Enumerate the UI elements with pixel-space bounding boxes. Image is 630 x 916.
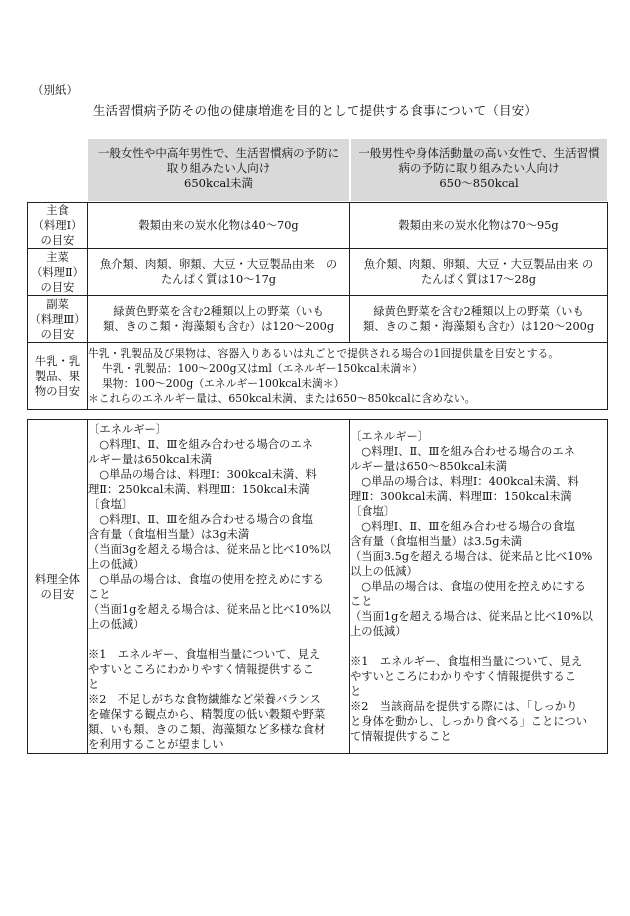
table-row-staple — [28, 203, 608, 249]
row-label-line: の目安 — [40, 234, 75, 247]
row-label-line: 主食 — [46, 204, 69, 217]
cell-line: （当面1gを超える場合は、従来品と比べ10%以 — [88, 602, 331, 616]
cell-line: 〔エネルギー〕 — [350, 430, 430, 443]
milk-fruit-cell — [88, 343, 608, 410]
whole-meal-cell-under-650 — [88, 420, 350, 754]
table-spacer — [28, 410, 608, 420]
cell-line: ※1 エネルギー、食塩相当量について、見え — [350, 655, 583, 668]
table-row-milk-fruit — [28, 343, 608, 410]
cell-line: ※2 当該商品を提供する際には、「しっかり — [350, 700, 578, 713]
page-title: 生活習慣病予防その他の健康増進を目的として提供する食事について（目安） — [92, 103, 538, 118]
header-col-under-650 — [88, 139, 349, 201]
cell-line: ○料理Ⅰ、Ⅱ、Ⅲを組み合わせる場合の食塩 — [350, 520, 575, 533]
cell-line: 類、きのこ類・海藻類も含む）は120～200g — [362, 320, 595, 333]
cell-line: ○料理Ⅰ、Ⅱ、Ⅲを組み合わせる場合のエネ — [88, 437, 313, 451]
cell-line: ＊これらのエネルギー量は、650kcal未満、または650～850kcalに含めない。 — [88, 392, 476, 405]
main-cell-650-850 — [350, 249, 608, 296]
staple-cell-under-650 — [88, 203, 350, 249]
cell-line: 〔食塩〕 — [88, 497, 134, 511]
cell-line: 〔エネルギー〕 — [88, 422, 168, 436]
cell-line: 類、きのこ類・海藻類も含む）は120～200g — [102, 320, 335, 333]
cell-line: ○単品の場合は、食塩の使用を控えめにする — [88, 572, 324, 586]
header-line: 一般男性や身体活動量の高い女性で、生活習慣 — [358, 146, 600, 160]
row-label-line: 主菜 — [46, 250, 69, 264]
cell-line: ○単品の場合は、料理Ⅰ：300kcal未満、料 — [88, 467, 317, 481]
cell-line: やすいところにわかりやすく情報提供するこ — [350, 670, 576, 683]
cell-line: 理Ⅱ：250kcal未満、料理Ⅲ：150kcal未満 — [88, 482, 310, 496]
cell-line: 以上の低減） — [350, 565, 418, 578]
row-label-whole-meal — [28, 420, 88, 754]
cell-line: 果物：100～200g（エネルギー100kcal未満＊） — [102, 377, 345, 390]
cell-line: と — [88, 677, 100, 691]
header-line: 650kcal未満 — [184, 176, 253, 190]
cell-line: たんぱく質は10～17g — [160, 273, 277, 286]
row-label-staple — [28, 203, 88, 249]
cell-line: 〔食塩〕 — [350, 505, 396, 518]
row-label-line: 物の目安 — [34, 384, 81, 398]
table-row-main — [28, 249, 608, 296]
cell-line: 穀類由来の炭水化物は40～70g — [138, 219, 299, 232]
row-label-line: の目安 — [40, 587, 75, 601]
spacer-cell — [28, 410, 608, 420]
row-label-side — [28, 296, 88, 343]
row-label-line: 料理全体 — [34, 572, 81, 586]
cell-line: 緑黄色野菜を含む2種類以上の野菜（いも — [113, 305, 324, 318]
cell-line: ○単品の場合は、料理Ⅰ：400kcal未満、料 — [350, 475, 579, 488]
cell-line: （当面1gを超える場合は、従来品と比べ10%以 — [350, 610, 593, 623]
row-label-main — [28, 249, 88, 296]
cell-line: 上の低減） — [350, 625, 407, 638]
row-label-line: （料理Ⅰ） — [32, 219, 83, 232]
guideline-table — [27, 202, 608, 754]
table-row-side — [28, 296, 608, 343]
cell-line — [88, 632, 349, 647]
whole-meal-cell-650-850 — [350, 420, 608, 754]
row-label-line: 製品、果 — [34, 369, 81, 383]
cell-line: を利用することが望ましい — [88, 737, 224, 751]
cell-line: 穀類由来の炭水化物は70～95g — [398, 219, 559, 232]
cell-line: ※2 不足しがちな食物繊維など栄養バランス — [88, 692, 321, 706]
table-row-whole-meal — [28, 420, 608, 754]
attachment-label: （別紙） — [32, 83, 78, 97]
cell-line: 類、いも類、きのこ類、海藻類など多様な食材 — [88, 722, 326, 736]
cell-line: 含有量（食塩相当量）は3g未満 — [88, 527, 250, 541]
row-label-line: 副菜 — [46, 297, 69, 311]
cell-line: ○単品の場合は、食塩の使用を控えめにする — [350, 580, 586, 593]
cell-line: と — [350, 685, 362, 698]
cell-line: 牛乳・乳製品及び果物は、容器入りあるいは丸ごとで提供される場合の1回提供量を目安とする。 — [88, 347, 560, 360]
cell-line: 魚介類、肉類、卵類、大豆・大豆製品由来 の — [363, 258, 594, 271]
side-cell-under-650 — [88, 296, 350, 343]
side-cell-650-850 — [350, 296, 608, 343]
cell-line: （当面3.5gを超える場合は、従来品と比べ10% — [350, 550, 593, 563]
cell-line: て情報提供すること — [350, 730, 452, 743]
cell-line: 上の低減） — [88, 557, 145, 571]
cell-line: 牛乳・乳製品：100～200g又はml（エネルギー150kcal未満＊） — [102, 362, 423, 375]
row-label-line: （料理Ⅲ） — [29, 312, 86, 326]
cell-line: ○料理Ⅰ、Ⅱ、Ⅲを組み合わせる場合のエネ — [350, 445, 575, 458]
header-line: 一般女性や中高年男性で、生活習慣病の予防に — [97, 146, 340, 160]
cell-line: 含有量（食塩相当量）は3.5g未満 — [350, 535, 523, 548]
row-label-line: （料理Ⅱ） — [31, 265, 84, 279]
cell-line: ルギー量は650kcal未満 — [88, 452, 213, 466]
header-line: 取り組みたい人向け — [166, 161, 271, 175]
cell-line: （当面3gを超える場合は、従来品と比べ10%以 — [88, 542, 331, 556]
header-line: 病の予防に取り組みたい人向け — [398, 161, 560, 175]
cell-line: ※1 エネルギー、食塩相当量について、見え — [88, 647, 321, 661]
cell-line: 理Ⅱ：300kcal未満、料理Ⅲ：150kcal未満 — [350, 490, 572, 503]
staple-cell-650-850 — [350, 203, 608, 249]
cell-line: ○料理Ⅰ、Ⅱ、Ⅲを組み合わせる場合の食塩 — [88, 512, 313, 526]
cell-line: ルギー量は650～850kcal未満 — [350, 460, 508, 473]
cell-line: やすいところにわかりやすく情報提供するこ — [88, 662, 314, 676]
header-line: 650～850kcal — [439, 176, 519, 190]
main-cell-under-650 — [88, 249, 350, 296]
row-label-line: の目安 — [40, 280, 75, 294]
cell-line: たんぱく質は17～28g — [420, 273, 537, 286]
cell-line: 魚介類、肉類、卵類、大豆・大豆製品由来 の — [99, 258, 338, 271]
row-label-milk-fruit — [28, 343, 88, 410]
cell-line: こと — [350, 595, 373, 608]
cell-line — [350, 639, 607, 654]
row-label-line: の目安 — [40, 327, 75, 341]
cell-line: 上の低減） — [88, 617, 145, 631]
header-col-650-850 — [351, 139, 607, 201]
cell-line: 緑黄色野菜を含む2種類以上の野菜（いも — [373, 305, 584, 318]
cell-line: を確保する観点から、精製度の低い穀類や野菜 — [88, 707, 326, 721]
cell-line: と身体を動かし、しっかり食べる」ことについ — [350, 715, 588, 728]
cell-line: こと — [88, 587, 111, 601]
row-label-line: 牛乳・乳 — [34, 354, 81, 368]
